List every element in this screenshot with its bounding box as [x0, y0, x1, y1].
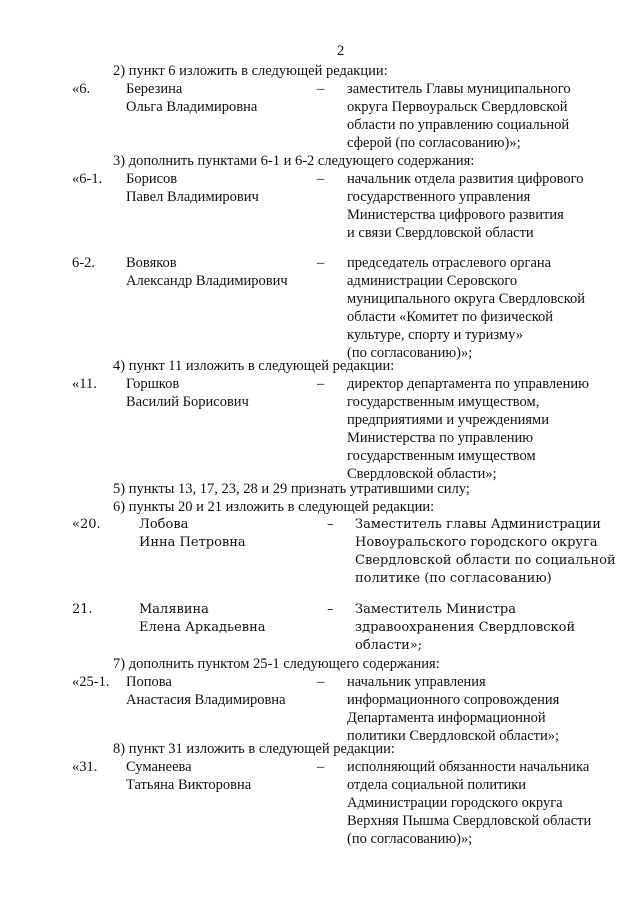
entry-surname: Суманеева [126, 759, 192, 775]
entry-description-line: области «Комитет по физической [347, 309, 554, 325]
entry-dash: – [327, 602, 334, 617]
entry-description-line: заместитель Главы муниципального [347, 81, 571, 97]
entry-given-name: Павел Владимирович [126, 189, 259, 205]
entry-description-line: Департамента информационной [347, 710, 546, 726]
section-heading: 7) дополнить пунктом 25-1 следующего содержания: [113, 656, 440, 672]
entry-description-line: государственным имуществом, [347, 394, 540, 410]
entry-dash: – [317, 674, 325, 690]
entry-description-line: отдела социальной политики [347, 777, 527, 793]
entry-number: «6-1. [72, 171, 103, 187]
section-heading: 2) пункт 6 изложить в следующей редакции: [113, 63, 388, 79]
entry-description-line: Новоуральского городского округа [355, 535, 598, 550]
entry-description-line: государственного управления [347, 189, 531, 205]
entry-description-line: культуре, спорту и туризму» [347, 327, 523, 343]
entry-description-line: и связи Свердловской области [347, 225, 534, 241]
entry-description-line: государственным имуществом [347, 448, 536, 464]
entry-given-name: Анастасия Владимировна [126, 692, 286, 708]
entry-description-line: Заместитель Министра [355, 602, 516, 617]
entry-dash: – [317, 759, 325, 775]
entry-description-line: (по согласованию)»; [347, 345, 473, 361]
entry-description-line: округа Первоуральск Свердловской [347, 99, 568, 115]
entry-dash: – [317, 171, 325, 187]
entry-description-line: политики Свердловской области»; [347, 728, 560, 744]
entry-description-line: информационного сопровождения [347, 692, 560, 708]
entry-description-line: Администрации городского округа [347, 795, 563, 811]
entry-given-name: Инна Петровна [139, 535, 246, 550]
entry-number: «31. [72, 759, 98, 775]
entry-number: 21. [72, 602, 93, 617]
entry-given-name: Василий Борисович [126, 394, 249, 410]
entry-surname: Горшков [126, 376, 180, 392]
entry-description-line: (по согласованию)»; [347, 831, 473, 847]
entry-number: «6. [72, 81, 91, 97]
entry-description-line: сферой (по согласованию)»; [347, 135, 521, 151]
entry-description-line: Министерства по управлению [347, 430, 534, 446]
entry-given-name: Татьяна Викторовна [126, 777, 252, 793]
entry-description-line: здравоохранения Свердловской [355, 620, 576, 635]
entry-description-line: директор департамента по управлению [347, 376, 589, 392]
entry-given-name: Ольга Владимировна [126, 99, 258, 115]
entry-surname: Борисов [126, 171, 178, 187]
entry-description-line: администрации Серовского [347, 273, 518, 289]
entry-number: «20. [72, 517, 101, 532]
entry-number: 6-2. [72, 255, 95, 271]
entry-description-line: политике (по согласованию) [355, 571, 552, 586]
entry-surname: Лобова [139, 517, 189, 532]
section-heading: 3) дополнить пунктами 6-1 и 6-2 следующего содержания: [113, 153, 475, 169]
entry-given-name: Елена Аркадьевна [139, 620, 266, 635]
entry-dash: – [317, 376, 325, 392]
section-heading: 8) пункт 31 изложить в следующей редакции: [113, 741, 395, 757]
entry-description-line: начальник отдела развития цифрового [347, 171, 584, 187]
entry-description-line: Заместитель главы Администрации [355, 517, 601, 532]
entry-surname: Попова [126, 674, 172, 690]
entry-description-line: Министерства цифрового развития [347, 207, 564, 223]
entry-description-line: Свердловской области»; [347, 466, 497, 482]
entry-number: «11. [72, 376, 97, 392]
page-number: 2 [337, 43, 345, 59]
entry-surname: Малявина [139, 602, 209, 617]
entry-description-line: муниципального округа Свердловской [347, 291, 586, 307]
entry-description-line: исполняющий обязанности начальника [347, 759, 590, 775]
section-heading: 6) пункты 20 и 21 изложить в следующей редакции: [113, 499, 435, 515]
entry-dash: – [327, 517, 334, 532]
section-heading: 5) пункты 13, 17, 23, 28 и 29 признать утратившими силу; [113, 481, 470, 497]
entry-dash: – [317, 81, 325, 97]
entry-description-line: начальник управления [347, 674, 486, 690]
entry-dash: – [317, 255, 325, 271]
entry-given-name: Александр Владимирович [126, 273, 288, 289]
entry-description-line: области по управлению социальной [347, 117, 570, 133]
entry-description-line: Свердловской области по социальной [355, 553, 616, 568]
entry-description-line: предприятиями и учреждениями [347, 412, 549, 428]
entry-surname: Березина [126, 81, 183, 97]
entry-description-line: председатель отраслевого органа [347, 255, 552, 271]
section-heading: 4) пункт 11 изложить в следующей редакции: [113, 358, 395, 374]
entry-description-line: Верхняя Пышма Свердловской области [347, 813, 592, 829]
entry-number: «25-1. [72, 674, 110, 690]
entry-description-line: области»; [355, 638, 423, 653]
entry-surname: Вовяков [126, 255, 177, 271]
